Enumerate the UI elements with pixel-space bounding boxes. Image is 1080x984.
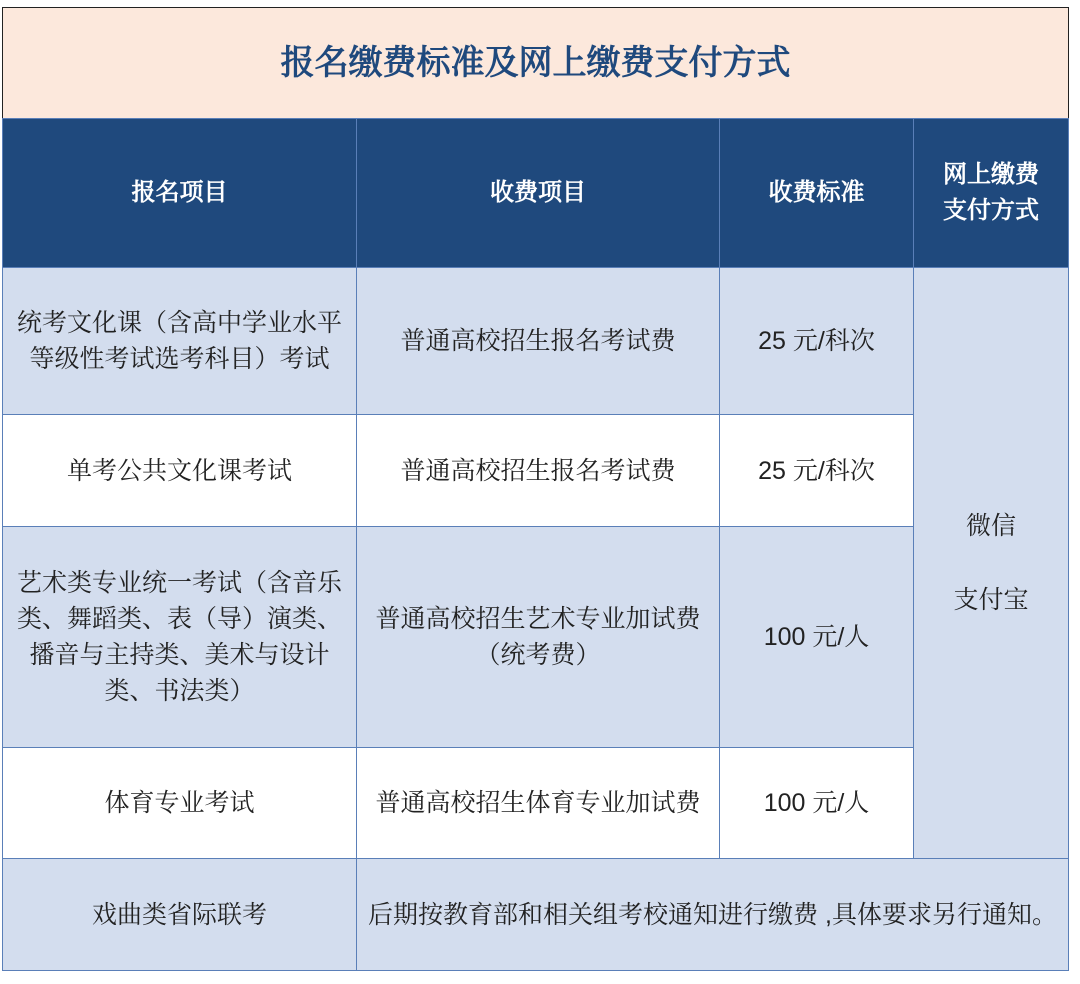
row1-fee-item: 普通高校招生报名考试费 — [356, 267, 720, 415]
row1-standard: 25 元/科次 — [719, 267, 914, 415]
row4-standard: 100 元/人 — [719, 747, 914, 859]
payment-methods-cell — [913, 267, 1069, 859]
header-fee-standard: 收费标准 — [719, 118, 914, 268]
row5-note: 后期按教育部和相关组考校通知进行缴费 ,具体要求另行通知。 — [356, 858, 1069, 971]
row4-item: 体育专业考试 — [2, 747, 357, 859]
row2-item: 单考公共文化课考试 — [2, 414, 357, 527]
header-registration-item: 报名项目 — [2, 118, 357, 268]
row3-fee-item: 普通高校招生艺术专业加试费（统考费） — [356, 526, 720, 748]
payment-method-wechat: 微信 — [965, 512, 1016, 540]
row3-item: 艺术类专业统一考试（含音乐类、舞蹈类、表（导）演类、播音与主持类、美术与设计类、书法类） — [2, 526, 357, 748]
row2-standard: 25 元/科次 — [719, 414, 914, 527]
payment-method-alipay: 支付宝 — [953, 586, 1029, 614]
header-fee-item: 收费项目 — [356, 118, 720, 268]
row3-standard: 100 元/人 — [719, 526, 914, 748]
row2-fee-item: 普通高校招生报名考试费 — [356, 414, 720, 527]
row4-fee-item: 普通高校招生体育专业加试费 — [356, 747, 720, 859]
row1-item: 统考文化课（含高中学业水平等级性考试选考科目）考试 — [2, 267, 357, 415]
row5-item: 戏曲类省际联考 — [2, 858, 357, 971]
page-title: 报名缴费标准及网上缴费支付方式 — [2, 7, 1069, 119]
header-payment-method: 网上缴费 支付方式 — [913, 118, 1069, 268]
